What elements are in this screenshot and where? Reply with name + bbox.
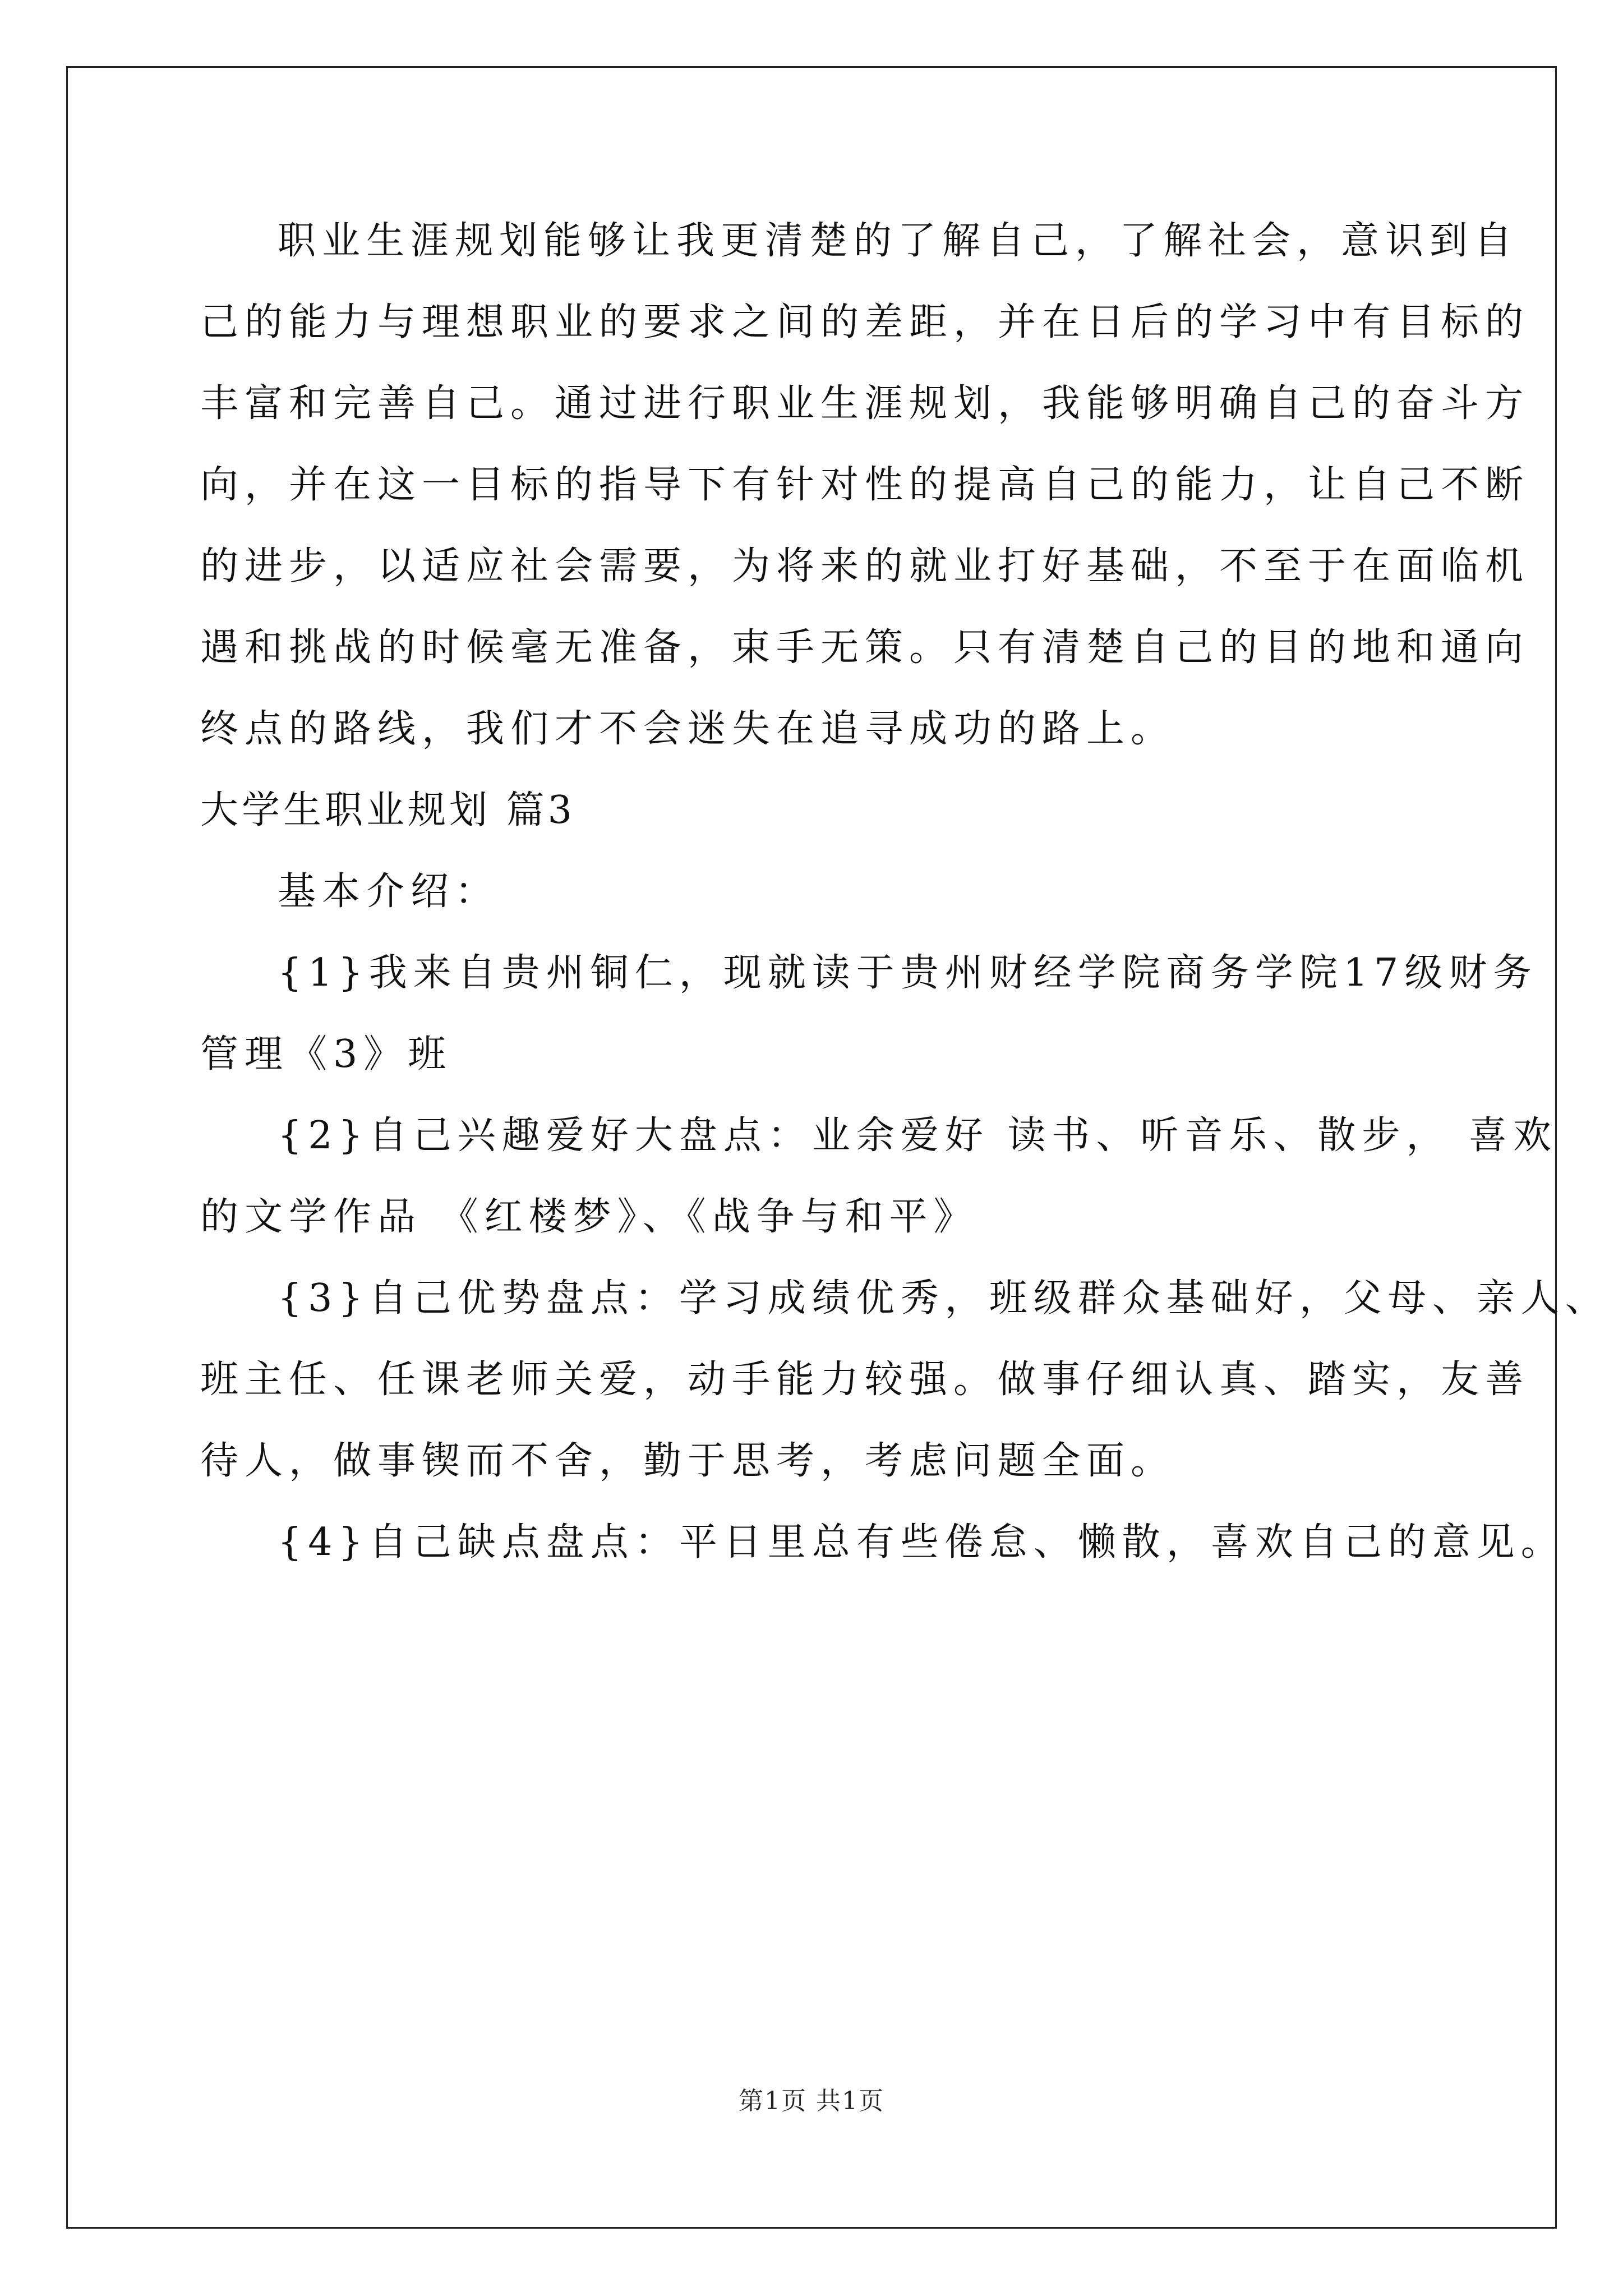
list-item-line: {1}我来自贵州铜仁，现就读于贵州财经学院商务学院17级财务 [278, 951, 1538, 995]
list-item-line: {4}自己缺点盘点：平日里总有些倦怠、懒散，喜欢自己的意见。 [278, 1520, 1565, 1565]
paragraph-line: 职业生涯规划能够让我更清楚的了解自己，了解社会，意识到自 [278, 219, 1519, 263]
paragraph-line: 己的能力与理想职业的要求之间的差距，并在日后的学习中有目标的 [200, 300, 1530, 344]
paragraph-line: 遇和挑战的时候毫无准备，束手无策。只有清楚自己的目的地和通向 [200, 625, 1530, 670]
list-item-line: {2}自己兴趣爱好大盘点：业余爱好 读书、听音乐、散步， 喜欢 [278, 1114, 1558, 1158]
list-item-line: 管理《3》班 [200, 1032, 453, 1076]
paragraph-line: 丰富和完善自己。通过进行职业生涯规划，我能够明确自己的奋斗方 [200, 381, 1530, 426]
paragraph-line: 向，并在这一目标的指导下有针对性的提高自己的能力，让自己不断 [200, 463, 1530, 507]
paragraph-line: 终点的路线，我们才不会迷失在追寻成功的路上。 [200, 707, 1175, 751]
page-footer: 第1页 共1页 [739, 2087, 884, 2115]
list-item-line: 的文学作品 《红楼梦》、《战争与和平》 [200, 1195, 978, 1239]
paragraph-line: 的进步，以适应社会需要，为将来的就业打好基础，不至于在面临机 [200, 544, 1530, 588]
intro-label: 基本介绍： [278, 869, 500, 914]
list-item-line: {3}自己优势盘点：学习成绩优秀，班级群众基础好，父母、亲人、 [278, 1276, 1610, 1320]
list-item-line: 班主任、任课老师关爱，动手能力较强。做事仔细认真、踏实，友善 [200, 1358, 1530, 1402]
list-item-line: 待人，做事锲而不舍，勤于思考，考虑问题全面。 [200, 1439, 1175, 1483]
section-heading: 大学生职业规划 篇3 [200, 788, 575, 832]
